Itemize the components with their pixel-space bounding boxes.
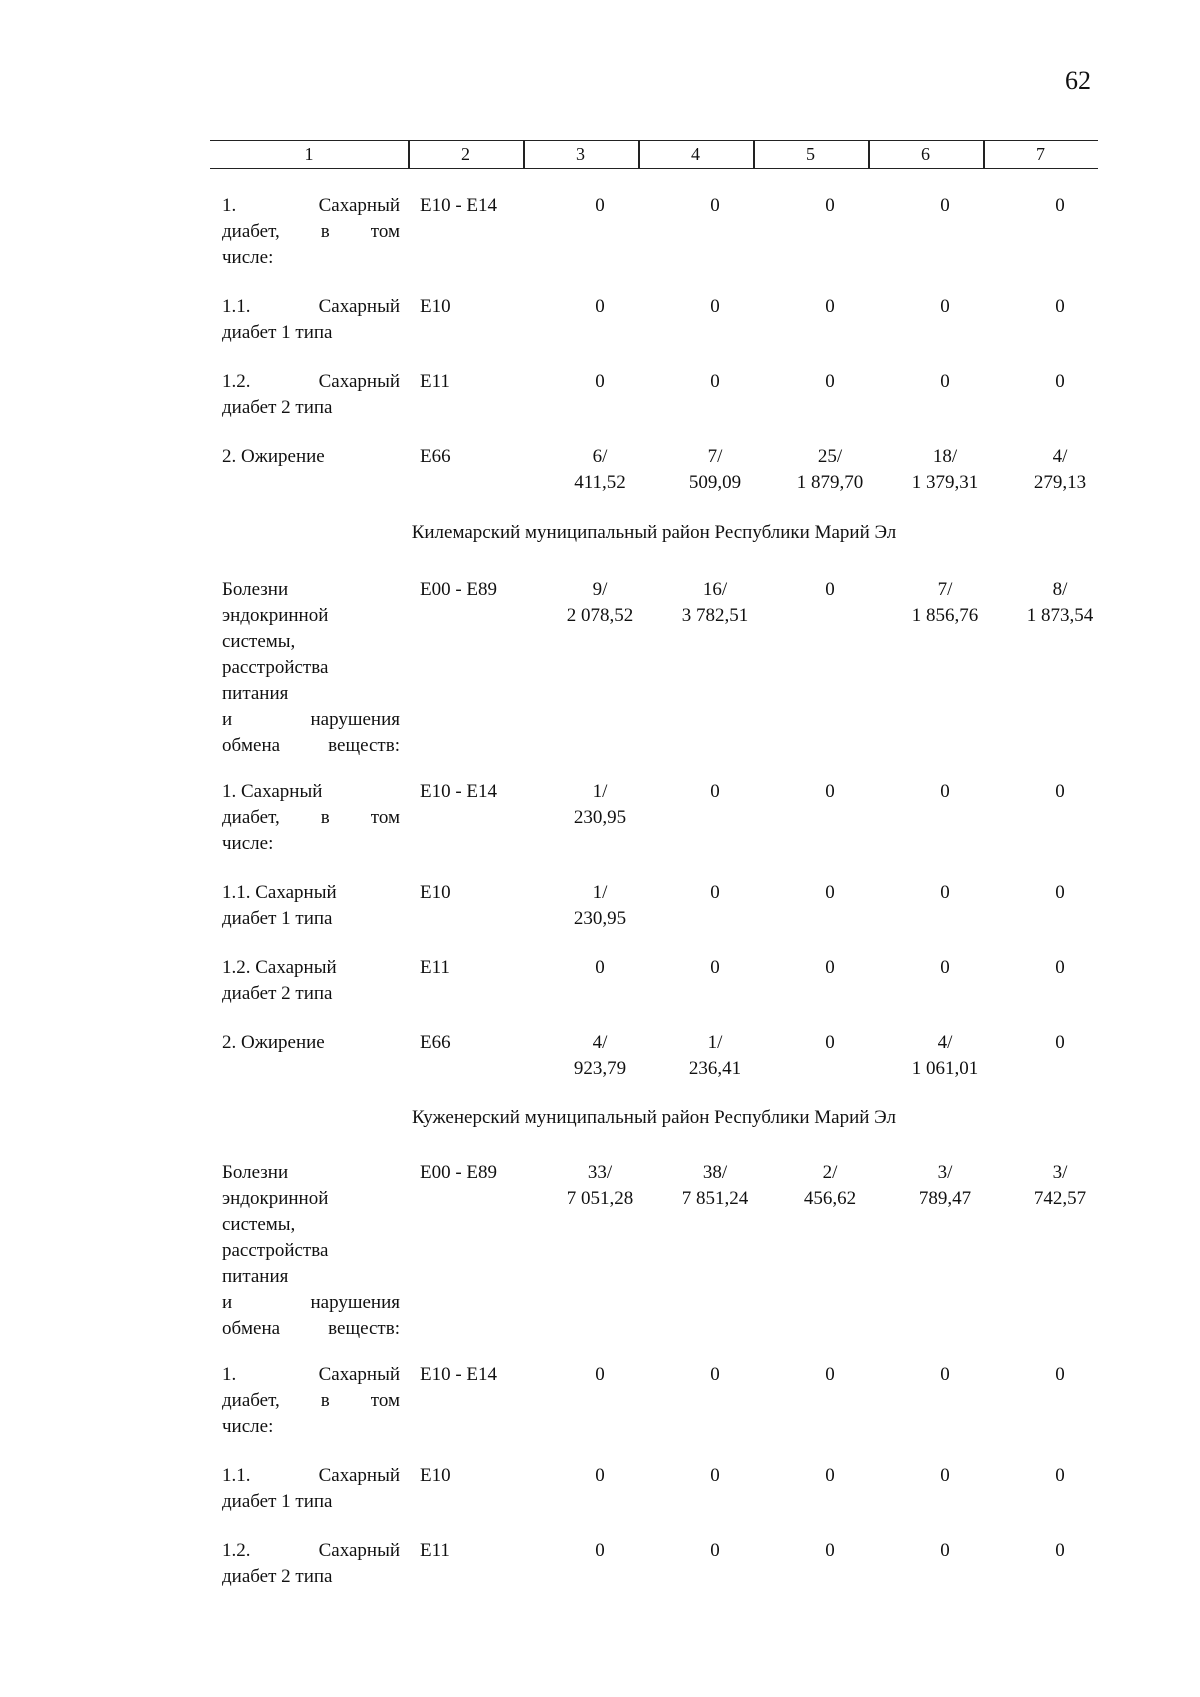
row-name-word: в xyxy=(320,1390,330,1411)
column-header-7: 7 xyxy=(1036,144,1045,164)
value-line: 0 xyxy=(940,781,950,802)
row-value-col-5 xyxy=(780,1538,880,1564)
row-name-line xyxy=(222,1316,400,1342)
row-name-line xyxy=(222,245,400,271)
row-name-word: том xyxy=(370,807,400,828)
row-name-word: Сахарный xyxy=(318,1465,400,1486)
row-name-line xyxy=(222,294,400,320)
row-name-word: Болезни xyxy=(222,1162,289,1183)
value-line: 0 xyxy=(710,1465,720,1486)
row-name xyxy=(222,1160,400,1342)
row-name-line xyxy=(222,1362,400,1388)
row-value-col-4 xyxy=(665,577,765,629)
value-line: 0 xyxy=(825,1032,835,1053)
value-line: 1 856,76 xyxy=(911,605,979,626)
row-value-col-7 xyxy=(1010,294,1110,320)
value-line: 7/ xyxy=(707,446,723,467)
row-code: E11 xyxy=(420,957,450,978)
row-name-word: Сахарный xyxy=(318,1364,400,1385)
value-line: 0 xyxy=(825,371,835,392)
value-line: 18/ xyxy=(932,446,958,467)
row-name-line xyxy=(222,1463,400,1489)
row-value-col-6 xyxy=(895,294,995,320)
row-name-word: 1.2. Сахарный xyxy=(222,957,337,978)
value-line: 0 xyxy=(710,1540,720,1561)
row-name-line xyxy=(222,880,400,906)
row-name-word: 1.1. xyxy=(222,1465,251,1486)
row-code: E00 - E89 xyxy=(420,1162,498,1183)
value-line: 1 379,31 xyxy=(911,472,979,493)
row-value-col-7 xyxy=(1010,1030,1110,1056)
value-line: 0 xyxy=(1055,1364,1065,1385)
row-value-col-6 xyxy=(895,880,995,906)
row-name-line xyxy=(222,1160,400,1186)
row-name-word: расстройства xyxy=(222,1240,329,1261)
value-line: 0 xyxy=(940,882,950,903)
row-name-line xyxy=(222,733,400,759)
value-line: 0 xyxy=(940,957,950,978)
value-line: 0 xyxy=(710,195,720,216)
value-line: 509,09 xyxy=(688,472,742,493)
value-line: 0 xyxy=(710,296,720,317)
row-name-line xyxy=(222,395,400,421)
row-name-line xyxy=(222,906,400,932)
row-value-col-6 xyxy=(895,577,995,629)
column-header-2: 2 xyxy=(461,144,470,164)
row-name-line xyxy=(222,1564,400,1590)
row-name-word: Сахарный xyxy=(318,296,400,317)
value-line: 0 xyxy=(1055,195,1065,216)
value-line: 1/ xyxy=(707,1032,723,1053)
row-name-word: диабет 2 типа xyxy=(222,1566,333,1587)
value-line: 0 xyxy=(1055,781,1065,802)
value-line: 1 879,70 xyxy=(796,472,864,493)
row-value-col-4 xyxy=(665,193,765,219)
row-value-col-4 xyxy=(665,1362,765,1388)
row-value-col-4 xyxy=(665,880,765,906)
row-value-col-7 xyxy=(1010,193,1110,219)
table-header xyxy=(210,140,1098,169)
value-line: 0 xyxy=(825,1540,835,1561)
value-line: 2/ xyxy=(822,1162,838,1183)
row-code: E00 - E89 xyxy=(420,579,498,600)
value-line: 7 851,24 xyxy=(681,1188,749,1209)
row-value-col-5 xyxy=(780,955,880,981)
row-value-col-6 xyxy=(895,1362,995,1388)
value-line: 0 xyxy=(940,1540,950,1561)
value-line: 0 xyxy=(1055,882,1065,903)
value-line: 0 xyxy=(595,296,605,317)
page-number: 62 xyxy=(1065,66,1091,95)
value-line: 0 xyxy=(595,957,605,978)
row-name-word: диабет, xyxy=(222,221,280,242)
row-name-word: эндокринной xyxy=(222,1188,329,1209)
row-name-line xyxy=(222,369,400,395)
row-name xyxy=(222,577,400,759)
row-name-word: 1. xyxy=(222,1364,237,1385)
row-value-col-6 xyxy=(895,1160,995,1212)
column-divider xyxy=(868,141,870,168)
value-line: 279,13 xyxy=(1033,472,1087,493)
row-value-col-3 xyxy=(550,779,650,831)
row-name-word: диабет 2 типа xyxy=(222,983,333,1004)
row-name xyxy=(222,1030,400,1056)
row-value-col-7 xyxy=(1010,1538,1110,1564)
row-value-col-7 xyxy=(1010,1463,1110,1489)
value-line: 33/ xyxy=(587,1162,613,1183)
row-name-line xyxy=(222,805,400,831)
row-name-word: расстройства xyxy=(222,657,329,678)
row-name-word: числе: xyxy=(222,833,274,854)
row-value-col-5 xyxy=(780,1030,880,1056)
row-name-word: нарушения xyxy=(310,1292,400,1313)
value-line: 0 xyxy=(825,957,835,978)
row-name-line xyxy=(222,629,400,655)
row-code: E66 xyxy=(420,446,451,467)
row-value-col-7 xyxy=(1010,880,1110,906)
value-line: 0 xyxy=(940,1465,950,1486)
value-line: 7 051,28 xyxy=(566,1188,634,1209)
row-name-line xyxy=(222,1212,400,1238)
row-value-col-5 xyxy=(780,193,880,219)
row-name-line xyxy=(222,981,400,1007)
value-line: 0 xyxy=(1055,957,1065,978)
value-line: 0 xyxy=(825,1465,835,1486)
row-name-word: 1.1. Сахарный xyxy=(222,882,337,903)
row-name-word: обмена xyxy=(222,1318,281,1339)
value-line: 0 xyxy=(710,371,720,392)
value-line: 1/ xyxy=(592,882,608,903)
row-code: E10 - E14 xyxy=(420,195,498,216)
row-value-col-4 xyxy=(665,369,765,395)
value-line: 9/ xyxy=(592,579,608,600)
row-name xyxy=(222,294,400,346)
row-name-word: Болезни xyxy=(222,579,289,600)
row-name-word: веществ: xyxy=(328,735,400,756)
row-value-col-6 xyxy=(895,193,995,219)
row-name xyxy=(222,369,400,421)
row-name xyxy=(222,955,400,1007)
row-name-line xyxy=(222,603,400,629)
row-value-col-7 xyxy=(1010,1362,1110,1388)
row-value-col-4 xyxy=(665,955,765,981)
value-line: 456,62 xyxy=(803,1188,857,1209)
row-value-col-3 xyxy=(550,444,650,496)
row-value-col-6 xyxy=(895,1538,995,1564)
region-title: Куженерский муниципальный район Республики Марий Эл xyxy=(412,1107,896,1128)
row-name-line xyxy=(222,1388,400,1414)
row-name-word: 2. Ожирение xyxy=(222,1032,325,1053)
row-value-col-3 xyxy=(550,880,650,932)
row-name-word: Сахарный xyxy=(318,1540,400,1561)
row-name xyxy=(222,193,400,271)
row-value-col-5 xyxy=(780,444,880,496)
value-line: 0 xyxy=(825,579,835,600)
row-value-col-4 xyxy=(665,779,765,805)
row-name-line xyxy=(222,955,400,981)
row-value-col-4 xyxy=(665,294,765,320)
row-name-word: диабет, xyxy=(222,1390,280,1411)
row-code: E10 - E14 xyxy=(420,781,498,802)
row-name-word: числе: xyxy=(222,1416,274,1437)
value-line: 25/ xyxy=(817,446,843,467)
row-name-word: 1.1. xyxy=(222,296,251,317)
value-line: 0 xyxy=(1055,1465,1065,1486)
row-name-word: эндокринной xyxy=(222,605,329,626)
row-name-word: том xyxy=(370,1390,400,1411)
value-line: 0 xyxy=(940,296,950,317)
row-name-word: числе: xyxy=(222,247,274,268)
value-line: 0 xyxy=(825,195,835,216)
value-line: 230,95 xyxy=(573,908,627,929)
value-line: 236,41 xyxy=(688,1058,742,1079)
row-value-col-7 xyxy=(1010,1160,1110,1212)
row-value-col-5 xyxy=(780,1463,880,1489)
region-title: Килемарский муниципальный район Республики Марий Эл xyxy=(411,522,897,543)
row-name-line xyxy=(222,1264,400,1290)
row-value-col-6 xyxy=(895,369,995,395)
row-name-line xyxy=(222,655,400,681)
row-name xyxy=(222,1538,400,1590)
row-name-word: питания xyxy=(222,1266,289,1287)
row-value-col-3 xyxy=(550,193,650,219)
value-line: 3/ xyxy=(1052,1162,1068,1183)
row-value-col-6 xyxy=(895,955,995,981)
row-name xyxy=(222,1463,400,1515)
row-name-word: Сахарный xyxy=(318,195,400,216)
row-name-word: 2. Ожирение xyxy=(222,446,325,467)
row-value-col-5 xyxy=(780,779,880,805)
value-line: 8/ xyxy=(1052,579,1068,600)
row-code: E10 xyxy=(420,296,451,317)
value-line: 0 xyxy=(595,1540,605,1561)
value-line: 0 xyxy=(595,1364,605,1385)
row-name xyxy=(222,444,400,470)
row-value-col-3 xyxy=(550,577,650,629)
row-name-word: 1.2. xyxy=(222,1540,251,1561)
row-value-col-3 xyxy=(550,1362,650,1388)
value-line: 0 xyxy=(1055,1032,1065,1053)
row-code: E66 xyxy=(420,1032,451,1053)
row-value-col-7 xyxy=(1010,779,1110,805)
row-name-line xyxy=(222,1290,400,1316)
column-divider xyxy=(408,141,410,168)
row-name-word: 1. xyxy=(222,195,237,216)
value-line: 1 873,54 xyxy=(1026,605,1094,626)
column-header-4: 4 xyxy=(691,144,700,164)
row-name-line xyxy=(222,1538,400,1564)
row-name-line xyxy=(222,1030,400,1056)
row-value-col-4 xyxy=(665,1538,765,1564)
row-name-word: диабет, xyxy=(222,807,280,828)
row-name-line xyxy=(222,1238,400,1264)
value-line: 3/ xyxy=(937,1162,953,1183)
row-value-col-7 xyxy=(1010,369,1110,395)
row-value-col-6 xyxy=(895,444,995,496)
row-value-col-7 xyxy=(1010,577,1110,629)
row-name-word: системы, xyxy=(222,631,296,652)
column-header-1: 1 xyxy=(304,144,314,164)
row-name-word: в xyxy=(320,221,330,242)
row-name-word: нарушения xyxy=(310,709,400,730)
row-value-col-3 xyxy=(550,369,650,395)
row-name-word: и xyxy=(222,1292,233,1313)
row-value-col-5 xyxy=(780,294,880,320)
column-divider xyxy=(753,141,755,168)
value-line: 923,79 xyxy=(573,1058,627,1079)
value-line: 0 xyxy=(710,1364,720,1385)
value-line: 1 061,01 xyxy=(911,1058,979,1079)
row-value-col-4 xyxy=(665,1030,765,1082)
row-value-col-5 xyxy=(780,880,880,906)
value-line: 0 xyxy=(1055,296,1065,317)
value-line: 0 xyxy=(710,882,720,903)
row-name-word: диабет 1 типа xyxy=(222,322,333,343)
row-name-line xyxy=(222,1414,400,1440)
row-name-word: 1.2. xyxy=(222,371,251,392)
row-code: E10 xyxy=(420,882,451,903)
row-value-col-4 xyxy=(665,1160,765,1212)
row-name-line xyxy=(222,1186,400,1212)
value-line: 0 xyxy=(1055,1540,1065,1561)
value-line: 3 782,51 xyxy=(681,605,749,626)
value-line: 789,47 xyxy=(918,1188,972,1209)
value-line: 0 xyxy=(710,781,720,802)
row-name-word: 1. Сахарный xyxy=(222,781,323,802)
row-name-word: питания xyxy=(222,683,289,704)
value-line: 0 xyxy=(595,371,605,392)
row-value-col-3 xyxy=(550,294,650,320)
value-line: 0 xyxy=(940,1364,950,1385)
row-value-col-3 xyxy=(550,1463,650,1489)
column-header-3: 3 xyxy=(576,144,585,164)
row-name-line xyxy=(222,779,400,805)
row-value-col-5 xyxy=(780,369,880,395)
row-value-col-3 xyxy=(550,1538,650,1564)
row-name-line xyxy=(222,193,400,219)
column-divider xyxy=(983,141,985,168)
value-line: 4/ xyxy=(937,1032,953,1053)
row-value-col-4 xyxy=(665,444,765,496)
value-line: 230,95 xyxy=(573,807,627,828)
column-header-5: 5 xyxy=(806,144,815,164)
row-name-line xyxy=(222,681,400,707)
value-line: 6/ xyxy=(592,446,608,467)
row-code: E11 xyxy=(420,371,450,392)
row-name-line xyxy=(222,577,400,603)
value-line: 4/ xyxy=(592,1032,608,1053)
row-value-col-6 xyxy=(895,1463,995,1489)
row-value-col-5 xyxy=(780,577,880,603)
row-name-line xyxy=(222,444,400,470)
row-name-word: системы, xyxy=(222,1214,296,1235)
row-name-line xyxy=(222,831,400,857)
row-value-col-6 xyxy=(895,779,995,805)
row-code: E10 - E14 xyxy=(420,1364,498,1385)
row-name-line xyxy=(222,1489,400,1515)
row-value-col-4 xyxy=(665,1463,765,1489)
value-line: 4/ xyxy=(1052,446,1068,467)
row-name-word: диабет 1 типа xyxy=(222,908,333,929)
value-line: 411,52 xyxy=(574,472,626,493)
row-name-word: Сахарный xyxy=(318,371,400,392)
row-name-word: и xyxy=(222,709,233,730)
row-value-col-3 xyxy=(550,955,650,981)
value-line: 2 078,52 xyxy=(566,605,634,626)
row-value-col-5 xyxy=(780,1362,880,1388)
row-name-line xyxy=(222,320,400,346)
column-header-6: 6 xyxy=(921,144,930,164)
value-line: 0 xyxy=(825,1364,835,1385)
value-line: 0 xyxy=(595,195,605,216)
row-value-col-5 xyxy=(780,1160,880,1212)
row-value-col-7 xyxy=(1010,955,1110,981)
value-line: 742,57 xyxy=(1033,1188,1087,1209)
row-value-col-7 xyxy=(1010,444,1110,496)
value-line: 38/ xyxy=(702,1162,728,1183)
row-name-word: том xyxy=(370,221,400,242)
value-line: 0 xyxy=(595,1465,605,1486)
row-value-col-3 xyxy=(550,1030,650,1082)
row-name-word: обмена xyxy=(222,735,281,756)
row-name xyxy=(222,779,400,857)
row-name-word: в xyxy=(320,807,330,828)
row-name-line xyxy=(222,707,400,733)
value-line: 0 xyxy=(825,296,835,317)
value-line: 7/ xyxy=(937,579,953,600)
row-code: E10 xyxy=(420,1465,451,1486)
row-name xyxy=(222,880,400,932)
value-line: 0 xyxy=(940,371,950,392)
column-divider xyxy=(523,141,525,168)
row-name-word: диабет 1 типа xyxy=(222,1491,333,1512)
value-line: 0 xyxy=(825,781,835,802)
value-line: 0 xyxy=(825,882,835,903)
row-name-word: веществ: xyxy=(328,1318,400,1339)
row-code: E11 xyxy=(420,1540,450,1561)
column-divider xyxy=(638,141,640,168)
row-value-col-6 xyxy=(895,1030,995,1082)
row-name-line xyxy=(222,219,400,245)
value-line: 16/ xyxy=(702,579,728,600)
value-line: 0 xyxy=(940,195,950,216)
value-line: 0 xyxy=(1055,371,1065,392)
row-value-col-3 xyxy=(550,1160,650,1212)
row-name-word: диабет 2 типа xyxy=(222,397,333,418)
row-name xyxy=(222,1362,400,1440)
value-line: 1/ xyxy=(592,781,608,802)
value-line: 0 xyxy=(710,957,720,978)
